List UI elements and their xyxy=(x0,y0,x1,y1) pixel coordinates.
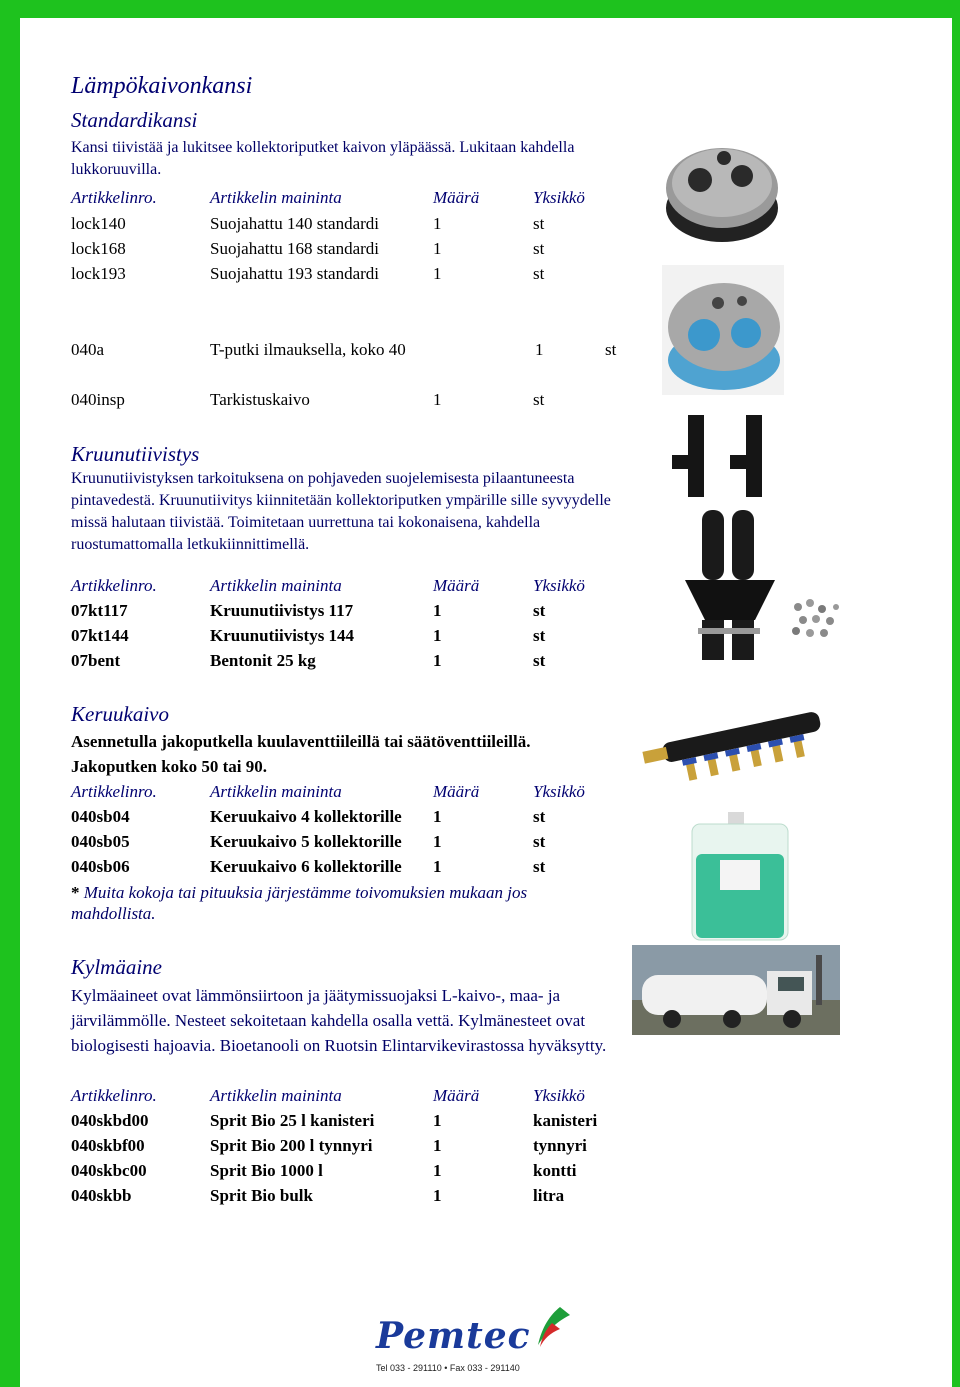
keruu-note: * Muita kokoja tai pituuksia järjestämme toivomuksien mukaan jos mahdollista. xyxy=(71,883,528,923)
table-row: 07kt144 Kruunutiivistys 144 1 st xyxy=(71,626,546,645)
table-row: 07kt117 Kruunutiivistys 117 1 st xyxy=(71,601,546,620)
t-pipe-image xyxy=(670,410,800,500)
lock-cover-blue-image xyxy=(662,265,784,395)
lock-description: Kansi tiivistää ja lukitsee kollektoriputket kaivon yläpäässä. Lukitaan kahdella lukkoruuvilla. xyxy=(71,139,575,178)
section-title-lampokaivonkansi: Lämpökaivonkansi xyxy=(71,73,253,99)
table-row: 07bent Bentonit 25 kg 1 st xyxy=(71,651,546,670)
table-row: 040skbc00 Sprit Bio 1000 l 1 kontti xyxy=(71,1161,577,1180)
crown-seal-image xyxy=(680,510,780,660)
table-row: 040sb04 Keruukaivo 4 kollektorille 1 st xyxy=(71,807,546,826)
page-border-right xyxy=(952,0,960,1387)
table-row: 040skbd00 Sprit Bio 25 l kanisteri 1 kanisteri xyxy=(71,1111,598,1130)
table-header: Artikkelinro. Artikkelin maininta Määrä Yksikkö xyxy=(71,188,585,207)
pemtec-logo xyxy=(372,1305,582,1380)
table-row: lock168 Suojahattu 168 standardi 1 st xyxy=(71,239,545,258)
table-row: 040skbb Sprit Bio bulk 1 litra xyxy=(71,1186,565,1205)
section-title-keruukaivo: Keruukaivo xyxy=(71,702,169,726)
kruunu-description: Kruunutiivistyksen tarkoituksena on pohjaveden suojelemisesta pilaantuneesta pintavedestä. Kruunutiivitys kiinnitetään kollektoriputken ympärille sille syvyydelle missä halutaan tiivistää. Toimitetaan uurrettuna tai kokonaisena, kahdella ruostumattomalla letkukiinnittimellä. xyxy=(71,470,611,553)
keruu-description-1: Asennetulla jakoputkella kuulaventtiileillä tai säätöventtiileillä. xyxy=(71,732,531,751)
table-row: 040insp Tarkistuskaivo 1 st xyxy=(71,390,545,409)
section-title-kylmaaine: Kylmäaine xyxy=(71,955,162,979)
logo-swoosh-icon xyxy=(530,1305,574,1349)
table-header: Artikkelinro. Artikkelin maininta Määrä Yksikkö xyxy=(71,782,585,801)
subtitle-standardikansi: Standardikansi xyxy=(71,108,198,132)
table-header: Artikkelinro. Artikkelin maininta Määrä Yksikkö xyxy=(71,576,585,595)
table-header: Artikkelinro. Artikkelin maininta Määrä Yksikkö xyxy=(71,1086,585,1105)
table-row: lock193 Suojahattu 193 standardi 1 st xyxy=(71,264,545,283)
canister-image xyxy=(690,812,790,942)
keruu-description-2: Jakoputken koko 50 tai 90. xyxy=(71,757,268,776)
page-border-top xyxy=(0,0,960,18)
manifold-image xyxy=(642,690,832,790)
table-row: 040skbf00 Sprit Bio 200 l tynnyri 1 tynnyri xyxy=(71,1136,587,1155)
logo-contact: Tel 033 - 291110 • Fax 033 - 291140 xyxy=(376,1363,520,1373)
truck-image xyxy=(632,945,840,1035)
bentonite-image xyxy=(788,595,843,645)
page-border-left xyxy=(0,0,20,1387)
kylma-description: Kylmäaineet ovat lämmönsiirtoon ja jäätymissuojaksi L-kaivo-, maa- ja järvilämmölle. Nesteet sekoitetaan kahdella osalla vettä. Kylmänesteet ovat biologisesti hajoavia. Bioetanooli on Ruotsin Elintarvikevirastossa hyväksytty. xyxy=(71,986,607,1055)
table-row: lock140 Suojahattu 140 standardi 1 st xyxy=(71,214,545,233)
table-row: 040sb05 Keruukaivo 5 kollektorille 1 st xyxy=(71,832,546,851)
section-title-kruunutiivistys: Kruunutiivistys xyxy=(71,442,200,466)
table-row: 040sb06 Keruukaivo 6 kollektorille 1 st xyxy=(71,857,546,876)
table-row: 040a T-putki ilmauksella, koko 40 1 st xyxy=(71,340,617,359)
lock-cover-image xyxy=(662,128,782,248)
logo-text: Pemtec xyxy=(376,1315,531,1357)
